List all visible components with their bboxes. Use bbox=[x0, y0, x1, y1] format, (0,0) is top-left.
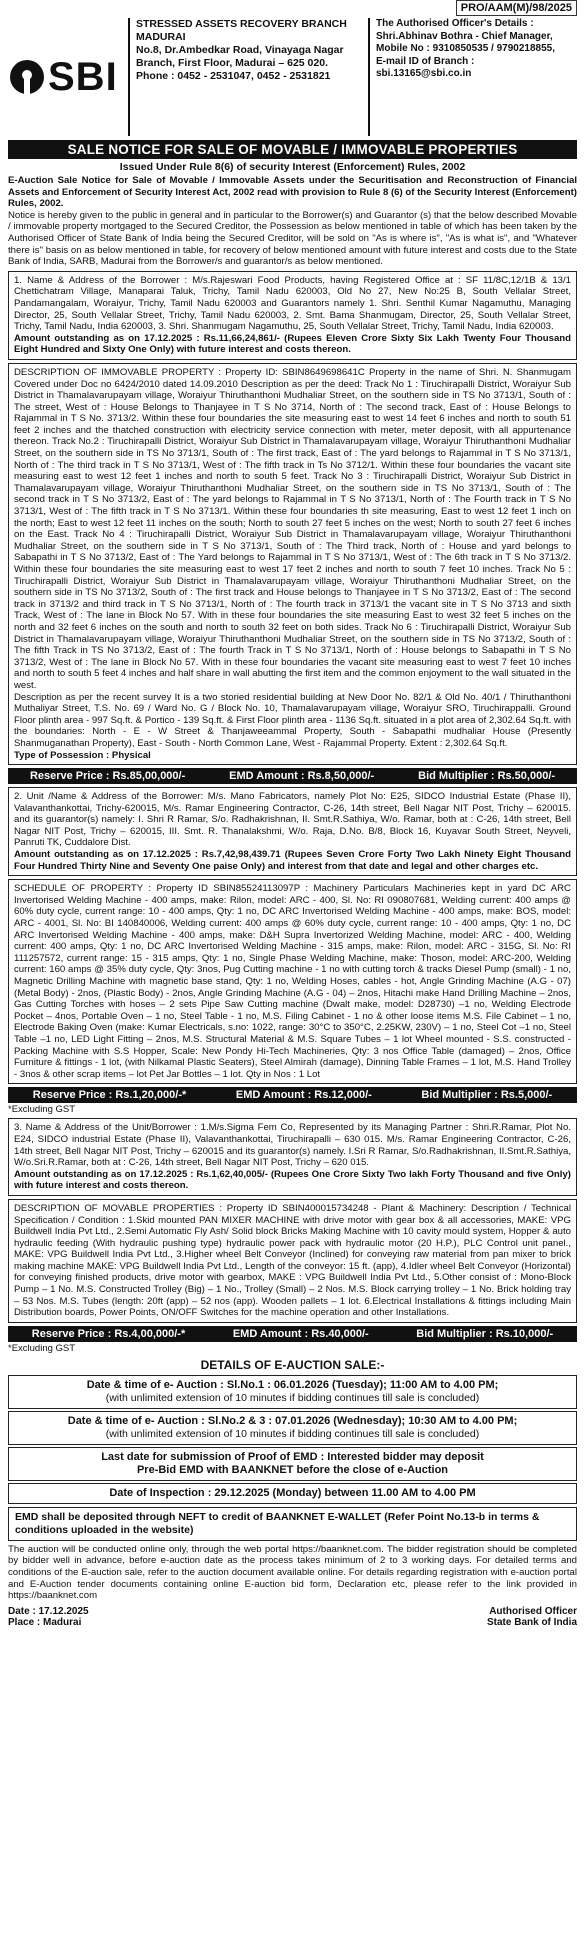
s1-reserve-price: Reserve Price : Rs.85,00,000/- bbox=[29, 770, 186, 783]
notice-subtitle: Issued Under Rule 8(6) of security Interest (Enforcement) Rules, 2002 bbox=[119, 161, 466, 173]
officer-mobile: Mobile No : 9310850535 / 9790218855, bbox=[376, 43, 556, 54]
s3-reserve-price: Reserve Price : Rs.4,00,000/-* bbox=[31, 1327, 186, 1340]
officer-heading: The Authorised Officer's Details : bbox=[376, 18, 534, 29]
officer-email[interactable]: sbi.13165@sbi.co.in bbox=[376, 68, 472, 79]
auction-details-title: DETAILS OF E-AUCTION SALE:- bbox=[200, 1357, 385, 1372]
s1-amount: Amount outstanding as on 17.12.2025 : Rs.11,66,24,861/- (Rupees Eleven Crore Sixty Six Lakh Twenty Four Thousand Eight Hundred and Sixty One Only) with future interest and costs thereon. bbox=[14, 332, 571, 356]
s2-excluding-gst: *Excluding GST bbox=[8, 1104, 76, 1116]
auction-2-extension: (with unlimited extension of 10 minutes if bidding continues till sale is concluded) bbox=[105, 1427, 480, 1440]
branch-city: MADURAI bbox=[136, 31, 186, 43]
officer-name: Shri.Abhinav Bothra - Chief Manager, bbox=[376, 30, 553, 42]
footer bbox=[8, 1606, 577, 1628]
s2-schedule: SCHEDULE OF PROPERTY : Property ID SBIN85524113097P : Machinery Particulars Machineries kept in yard DC ARC Invertorised Welding Machine - 400 amps, make: Rilon, model: ARC - 400, Sl. No: RI 090807681, Welding current: 400 amps @ 60% duty cycle, current range: 10 - 400 amps, Qty: 1 no, DC ARC Invertorised Welding Machine - 400 amps, make: BOS, model: ARC - 4001, Sl. No: BI 140840006, Welding current: 400 amps @ 60% duty cycle, current range: 10 - 400 amps, Qty: 1 no, DC ARC Invertorised Welding Machine - 400 amps, make: D&H Supra Invertorized Welding Machine, model: ARC - 400, Welding current: 400 amps, Qty: 1 no, DC ARC Invertorised Welding Machine - 315 amps, make: Rilon, model: ARC - 315G, Sl. No: RI 111257572, current range: 15 - 315 amps, Qty: 1 no, Single Phase Welding Machine, make: Thoson, model: ARC-200, Welding current: 160 amps @ 35% duty cycle, Qty: 3nos, Pug Cutting machine - 1 no with cutting torch & tracks Diesel Pump (small) - 1 no, Magnetic Drilling Machine with magnetic base stand, Qty: 1 no, Welding Hoses, cables - hot, Angle Grinding Machine (A.G - 07) (Metal Body) - 2nos, (Plastic Body) - 2nos, Angle Grinding Machine (A.G - 04) – 2nos, Hitachi make Hand Drilling Machine – 2nos, Gas Cutting Torches with hoses – 2 sets Pipe Saw Cutting machine (Dwalt make, model: D28730) –1 no, Welding Electrode Pocket – 4nos, Portable Oven – 1 no, Steel Table - 1 no, M.S. Filing Cabinet - 1 no & other loose items M.S. File Cabinet – 1 no, Electrode Baking Oven (make: Kumar Electricals, s.no: 1022, range: 30°C to 350°C, 2.25KW, 230V) – 1 no, Steel Cot –1 no, Steel Table –1 no, LED Light Fitting – 2nos, M.S. Structural Material & M.S. Square Tubes – 1 lot Wheel mounted - S.S. constructed - Packing Machine with S.S Hopper, Scale: New Pondy Hi-Tech Machineries, Qty: 3 nos Office Table (damaged) – 2nos, Office Furniture & fittings - 1 lot, (with Nilkamal Plastic Seaters), Steel Almirah (damage), Dinning Table Frames – 1 lot, M.S. Hand Trolley - 3nos & other scrap items – lot Pet Jar Bottles – 1 lot. Qty in Nos : 1 Lot bbox=[14, 883, 571, 1080]
s2-price-bar bbox=[8, 1087, 577, 1103]
sbi-logo bbox=[8, 18, 128, 136]
s1-price-bar bbox=[8, 768, 577, 784]
emd-proof-line2: Pre-Bid EMD with BAANKNET before the close of e-Auction bbox=[136, 1463, 449, 1476]
section-3-property bbox=[8, 1199, 577, 1323]
s2-bid-multiplier: Bid Multiplier : Rs.5,000/- bbox=[421, 1089, 553, 1102]
header bbox=[8, 18, 577, 136]
logo-text: SBI bbox=[48, 54, 118, 99]
branch-address bbox=[128, 18, 368, 136]
s3-amount: Amount outstanding as on 17.12.2025 : Rs.1,62,40,005/- (Rupees One Crore Sixty Two lakh Forty Thousand and five Only) with future interest and costs thereon. bbox=[14, 1168, 571, 1192]
s1-borrower: 1. Name & Address of the Borrower : M/s.Rajeswari Food Products, having Registered Office at : SF 11/8C,12/1B & 13/1 Chettichatram Village, Manaparai Taluk, Trichy, Tamil Nadu 620003, Old No 27, New No:25 B, South Vellalar Street, Pandamangalam, Woraiyur, Trichy, Tamil Nadu 620003 and Guarantors namely 1. Shri. Senthil Kumar Nagamuthu, Managing Director, 25, South Vellalar Street, Trichy, Tamil Nadu 620003, 2. Smt. Bama Shanmugam, Director, 25, South Vellalar Street, Trichy, Tamil Nadu, India 620003, 3. Shri. Shanmugam Nagamuthu, 25, South Vellalar Street, Trichy, Tamil Nadu, India 620003. bbox=[14, 274, 571, 333]
inspection-box bbox=[8, 1483, 577, 1504]
section-1-property bbox=[8, 363, 577, 765]
s3-price-bar bbox=[8, 1326, 577, 1342]
auction-1-extension: (with unlimited extension of 10 minutes if bidding continues till sale is concluded) bbox=[105, 1391, 480, 1404]
sbi-keyhole-icon bbox=[10, 60, 44, 94]
inspection-date: Date of Inspection : 29.12.2025 (Monday) between 11.00 AM to 4.00 PM bbox=[109, 1486, 476, 1499]
emd-proof-line1: Last date for submission of Proof of EMD : Interested bidder may deposit bbox=[101, 1450, 484, 1463]
section-2 bbox=[8, 787, 577, 876]
footer-date: Date : 17.12.2025 bbox=[8, 1605, 89, 1617]
emd-proof-box bbox=[8, 1447, 577, 1481]
s1-emd-amount: EMD Amount : Rs.8,50,000/- bbox=[229, 770, 375, 783]
s2-emd-amount: EMD Amount : Rs.12,000/- bbox=[235, 1089, 372, 1102]
s1-description: DESCRIPTION OF IMMOVABLE PROPERTY : Property ID: SBIN8649698641C Property in the name of Shri. N. Shanmugam Covered under Doc no 6424/2010 dated 14.09.2010 Description as per the deed: Track No 1 : Tiruchirapalli District, Woraiyur Sub District in Thamalavarupayam village, Woraiyur Thiruthanthoni Mudhaliar Street, on the southern side in TS No 3713/1, South of : The street, West of : House Belongs to Thanjayee in T S No 3714, North of : The second track, East of : House Belongs to Rajammal in T S No. 3713/2. Within these four boundaries the site measuring east to west 14 feet 6 inches and north to south 51 feet 2 inches and the thatched construction with electricity service connection with meter, meter deposit, with all appurtenance thereon. Track No.2 : Tiruchirapalli District, Woraiyur Sub District in Thamalavarupayam village, Woraiyur Thiruthanthoni Mudhaliar Street, on the southern side in TS No 3713/1, South of : The first track, East of : The yard belongs to Rajammal in T S No 3713/1, North of : The third track in T S No 3713/1, West of : The fifth track in Ts No 3712/1. Within these four boundaries the vacant site measuring east to west 12 feet 1 inches and north to south 5 feet. Track No 3 : Tiruchirapalli District, Woraiyur Sub District in Thamalavarupayam village, Woraiyur Thiruthanthoni Mudhaliar Street, on the southern side in TS No 3713/1, South of : The second track in T S No 3713/2, East of : The yard belongs to Rajammal in T S No 3713/1, North of : The Fourth track in T S No 3713/1, West of : The fifth track in T S No 3713/1. Within these four boundaries th site measuring, East to west 12 feet 1 inch on the north; East to west 12 feet 11 inches on the south; North to south 27 feet 5 inches on the west; North to south 27 feet 6 inches on the East. Track No 4 : Tiruchirapalli District, Woraiyur Sub District in Thamalavarupayam village, Woraiyur Thiruthanthoni Mudhaliar Street, on the southern side in T S No 3713/1, South of : The Third track, North of : House and yard belongs to Sabapathi in T S No 3713/2, East of : The Yard belongs to Rajammal in T S No 3713/1, West of : The 6th track in T S No 3713/2. Within these four boundaries the site measuring east to west 17 feet 2 inches and north to south 7 feet 10 inches. Track No 5 : Tiruchirapalli District, Woraiyur Sub District in Thamalavarupayam village, Woraiyur Thiruthanthoni Mudhaliar Street, on the southern side in TS No 3713/2, South of : The first track and House belongs to Thanjayee in T S No 3713/2, East of : The second track in 3713/2 and third track in T S No 3713/1, North of : The fourth track in 3713/1 the vacant site in T S No 3713 and sixth Track, West of : The lane in Block No 57. With in these four boundaries the site measuring East to west 32 feet 5 inches on the north and 32 feet 6 inches on the south and north to south 32 feet on both sides. Track No 6 : Tiruchirapalli District, Woraiyur Sub District in Thamalavarupayam village, Woraiyur Thiruthanthoni Mudhaliar Street, on the southern side in TS No 3713/2, South of : The fifth Track in TS No 3713/2, East of : The fourth Track in T S No 3713/1, North of : House belongs to Sabapathi in T S No 3713/2, West of : The lane in Block No 57. With in these four boundaries the vacant site measuring east to west 7 feet 10 inches and north to south 5 feet 4 inches and half share in wall abutting the first item and the common enjoyment to the wall situated in the west. bbox=[14, 366, 571, 691]
reference-number: PRO/AAM(M)/98/2025 bbox=[456, 0, 577, 16]
s3-emd-amount: EMD Amount : Rs.40,000/- bbox=[232, 1327, 369, 1340]
officer-details bbox=[368, 18, 577, 136]
intro-heading: E-Auction Sale Notice for Sale of Movable / Immovable Assets under the Securitisation and Reconstruction of Financial Assets and Enforcement of Security Interest Act, 2002 read with provision to Rule 8 (6) of the Security Interest (Enforcement) Rules, 2002. bbox=[8, 175, 578, 210]
neft-box: EMD shall be deposited through NEFT to credit of BAANKNET E-WALLET (Refer Point No.13-b in terms & conditions uploaded in the website) bbox=[8, 1507, 577, 1541]
auction-2-box bbox=[8, 1411, 577, 1445]
footer-bank: State Bank of India bbox=[486, 1616, 577, 1628]
branch-name: STRESSED ASSETS RECOVERY BRANCH bbox=[136, 18, 347, 30]
auction-2-datetime: Date & time of e- Auction : Sl.No.2 & 3 : 07.01.2026 (Wednesday); 10:30 AM to 4.00 PM; bbox=[67, 1414, 518, 1427]
section-3 bbox=[8, 1118, 577, 1196]
footer-signatory: Authorised Officer bbox=[489, 1605, 577, 1617]
s2-reserve-price: Reserve Price : Rs.1,20,000/-* bbox=[32, 1089, 187, 1102]
auction-note: The auction will be conducted online only, through the web portal https://baanknet.com. The bidder registration should be completed by bidder well in advance, before e-auction date as the process takes minimum of 2 to 3 working days. For detailed terms and conditions of the E-auction sale, refer to the auction document available online. For details regarding registration with e-auction portal and E-Auction tender documents containing online E-auction bid form, Declaration etc, please refer to the link provided in https://baanknet.com bbox=[8, 1543, 577, 1602]
s3-borrower: 3. Name & Address of the Unit/Borrower : 1.M/s.Sigma Fem Co, Represented by its Managing Partner : Shri.R.Ramar, Plot No. E24, SIDCO industrial Estate (Phase II), Valavanthankottai, Tiruchirapalli – 630 015. M/s. Ramar Engineering Contractor, C-26, 14th street, Bell Nagar NIT Post, Trichy – 620015 and its guarantor(s) namely. I.Sri R Ramar, S/o.Radhakrishnan, II.Smt.R.Sathiya, W/o.Sri.R.Ramar, both at : C-26, 14th street, Bell Nagar NIT Post, Trichy – 620 015. bbox=[14, 1122, 571, 1169]
s3-description: DESCRIPTION OF MOVABLE PROPERTIES : Property ID SBIN400015734248 - Plant & Machinery: Description / Technical Specification / Condition : 1.Skid mounted PAN MIXER MACHINE with drive motor with gear box & all accessories, MAKE: VPG Buildwell India Pvt Ltd., 2.Semi Automatic Fly Ash/ Solid block Bricks Making Machine with 10 cavity mould system, Hopper & auto hydraulic feeding (With hydraulic pushing type) hydraulic power pack with hydraulic motor (20 H.P.), PLC Control unit panel., MAKE: VPG Buildwell India Pvt Ltd., 3.Higher wheel Belt Conveyor (Inclined) for conveying raw material from pan mixer to brick making machine MAKE: VPG Buildwell India Pvt Ltd., Length of the conveyor: 15 ft. (app), 4.Idler wheel Belt Conveyor (Horizontal) for conveying finished products, drive motor with gearbox, MAKE : VPG Buildwell India Pvt Ltd., 5.Other consist of : Mono-Block Pump – 1 No. M.S. Constructed Trolley (Big) – 1 No., Trolley (Small) – 2 Nos. M.S. Block carrying trolley – 1 No. Brick holding tray – 53 Nos. M.S. Tubes (length: 20ft (app) – 52 nos (app). Wooden pallets – 1 lot. 6.Electrical Installations & fittings including Main Distribution boards, Power Points, ON/OFF Switches for the machine operation and other Installations. bbox=[14, 1202, 571, 1319]
notice-title: SALE NOTICE FOR SALE OF MOVABLE / IMMOVABLE PROPERTIES bbox=[8, 140, 577, 159]
officer-email-label: E-mail ID of Branch : bbox=[376, 55, 475, 67]
auction-1-datetime: Date & time of e- Auction : Sl.No.1 : 06.01.2026 (Tuesday); 11:00 AM to 4.00 PM; bbox=[86, 1378, 499, 1391]
s1-possession: Type of Possession : Physical bbox=[14, 749, 151, 761]
intro-body: Notice is hereby given to the public in general and in particular to the Borrower(s) and Guarantor (s) that the below described Movable / immovable property mortgaged to the Secured Creditor, the Possession as below mentioned in table of which has been taken by the Authorised Officer of State Bank of India being the Secured Creditor, will be sold on "As is where is", "As is what is", and "Whatever there is" basis on as below mentioned in table, for recovery of below mentioned amount with future interest and costs due to the State Bank of India, SARB, Madurai from the Borrower/s and guarantor/s as below mentioned. bbox=[8, 209, 577, 268]
branch-addr1: No.8, Dr.Ambedkar Road, Vinayaga Nagar bbox=[136, 44, 344, 56]
section-2-property bbox=[8, 879, 577, 1084]
footer-place: Place : Madurai bbox=[8, 1616, 82, 1628]
s2-borrower: 2. Unit /Name & Address of the Borrower: M/s. Mano Fabricators, namely Plot No: E25, SIDCO Industrial Estate (Phase II), Valavanthankottai, Trichy-620015, M/s. Ramar Engineering Contractor, C-26, 14th street, Bell Nagar NIT Post, Trichy – 620015. and its guarantor(s) namely: I. Shri R Ramar, S/o. Radhakrishnan, II. Smt.R.Sathiya, W/o. Ramar, both at : C-26, 14th street, Bell Nagar NIT Post, Trichy – 620015, III. Smt. R. Thanalakshmi, W/o. Raja, D.No. B/8, Block 16, Kuyavar South Street, Neyveli, Panruti TK, Cuddalore Dist. bbox=[14, 791, 571, 849]
s1-bid-multiplier: Bid Multiplier : Rs.50,000/- bbox=[418, 770, 556, 783]
auction-1-box bbox=[8, 1375, 577, 1409]
s3-bid-multiplier: Bid Multiplier : Rs.10,000/- bbox=[416, 1327, 554, 1340]
s1-survey: Description as per the recent survey It is a two storied residential building at New Door No. 82/1 & Old No. 40/1 / Thiruthanthoni Muthaliyar Street, T.S. No. 69 / Ward No. G / Block No. 10, Thamalavarupayam village, Woraiyur SRO, Tiruchirappalli. Ground Floor plinth area - 997 Sq.ft. & Portico - 139 Sq.ft. & First Floor plinth area - 1136 Sq.ft. situated in a plot area of 2,302.64 Sq.ft. with the boundaries: North - E - W Street & Thanjaweeammal Property, South - Sabapathi mudhaliar House (Presently Shanmuganathan Property), East - South - North Common Lane, West - Rajammal Property. Extent : 2,302.64 Sq.ft. bbox=[14, 691, 571, 749]
branch-phone: Phone : 0452 - 2531047, 0452 - 2531821 bbox=[136, 70, 331, 82]
section-1 bbox=[8, 271, 577, 360]
s3-excluding-gst: *Excluding GST bbox=[8, 1342, 76, 1354]
s2-amount: Amount outstanding as on 17.12.2025 : Rs.7,42,98,439.71 (Rupees Seven Crore Forty Two Lakh Ninety Eight Thousand Four Hundred Thirty Nine and Seventy One paise Only) and interest from that date and legal and other charges etc. bbox=[14, 849, 571, 872]
branch-addr2: Branch, First Floor, Madurai – 625 020. bbox=[136, 57, 328, 69]
